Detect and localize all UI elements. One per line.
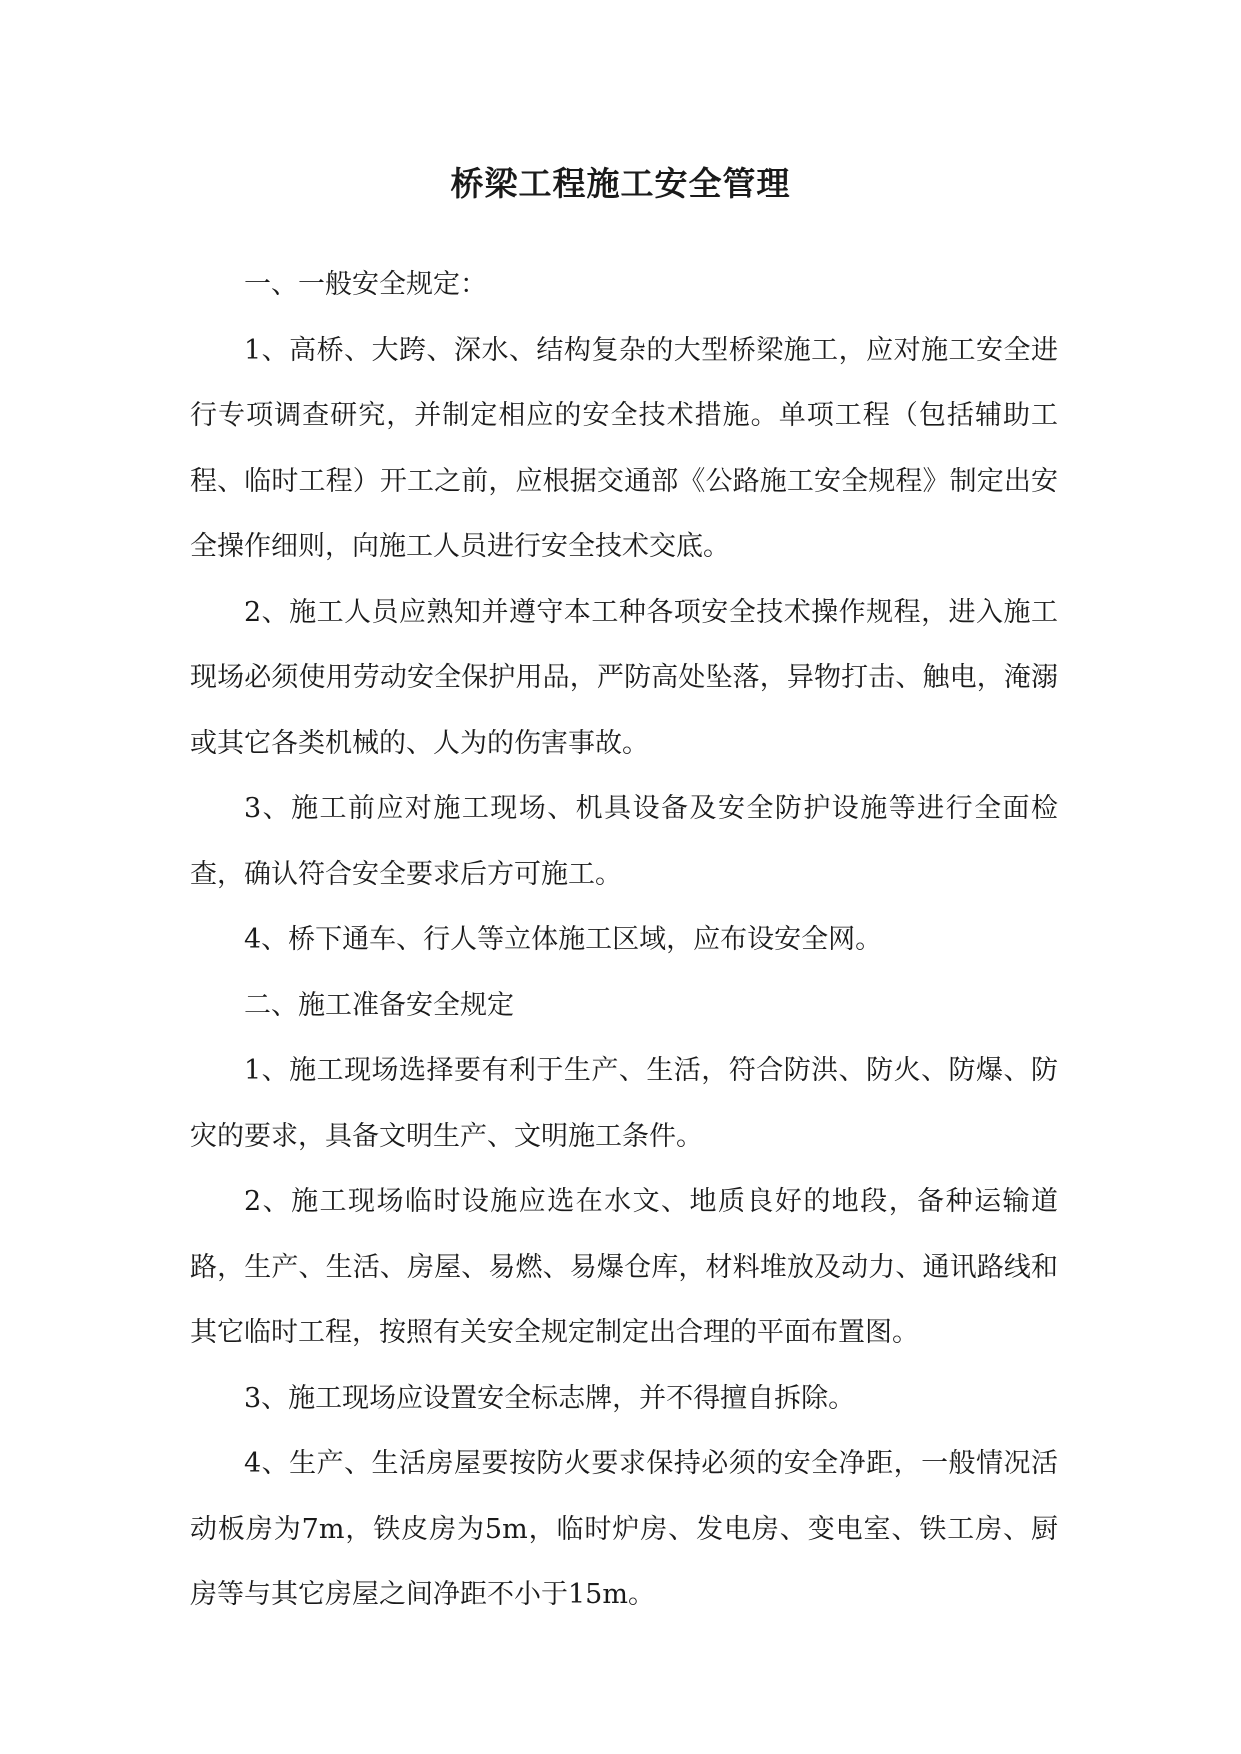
paragraph-item-3: 3、施工现场应设置安全标志牌，并不得擅自拆除。: [244, 1382, 856, 1414]
document-body: [190, 252, 1058, 1628]
paragraph-item-1: 1、施工现场选择要有利于生产、生活，符合防洪、防火、防爆、防灾的要求，具备文明生产、文明施工条件。: [190, 1055, 1058, 1152]
document-title: 桥梁工程施工安全管理: [450, 164, 791, 203]
section-heading-preparation-safety: 二、施工准备安全规定: [244, 989, 514, 1021]
paragraph-item-4: 4、桥下通车、行人等立体施工区域，应布设安全网。: [244, 924, 883, 955]
paragraph-item-4: 4、生产、生活房屋要按防火要求保持必须的安全净距，一般情况活动板房为7m，铁皮房为5m，临时炉房、发电房、变电室、铁工房、厨房等与其它房屋之间净距不小于15m。: [190, 1448, 1058, 1610]
paragraph-item-1: 1、高桥、大跨、深水、结构复杂的大型桥梁施工，应对施工安全进行专项调查研究，并制定相应的安全技术措施。单项工程（包括辅助工程、临时工程）开工之前，应根据交通部《公路施工安全规程》制定出安全操作细则，向施工人员进行安全技术交底。: [190, 334, 1058, 562]
section-heading-general-safety: 一、一般安全规定：: [244, 269, 487, 300]
paragraph-item-3: 3、施工前应对施工现场、机具设备及安全防护设施等进行全面检查，确认符合安全要求后方可施工。: [190, 793, 1058, 890]
paragraph-item-2: 2、施工人员应熟知并遵守本工种各项安全技术操作规程，进入施工现场必须使用劳动安全保护用品，严防高处坠落，异物打击、触电，淹溺或其它各类机械的、人为的伤害事故。: [190, 596, 1058, 759]
paragraph-item-2: 2、施工现场临时设施应选在水文、地质良好的地段，备种运输道路，生产、生活、房屋、易燃、易爆仓库，材料堆放及动力、通讯路线和其它临时工程，按照有关安全规定制定出合理的平面布置图。: [190, 1186, 1058, 1348]
